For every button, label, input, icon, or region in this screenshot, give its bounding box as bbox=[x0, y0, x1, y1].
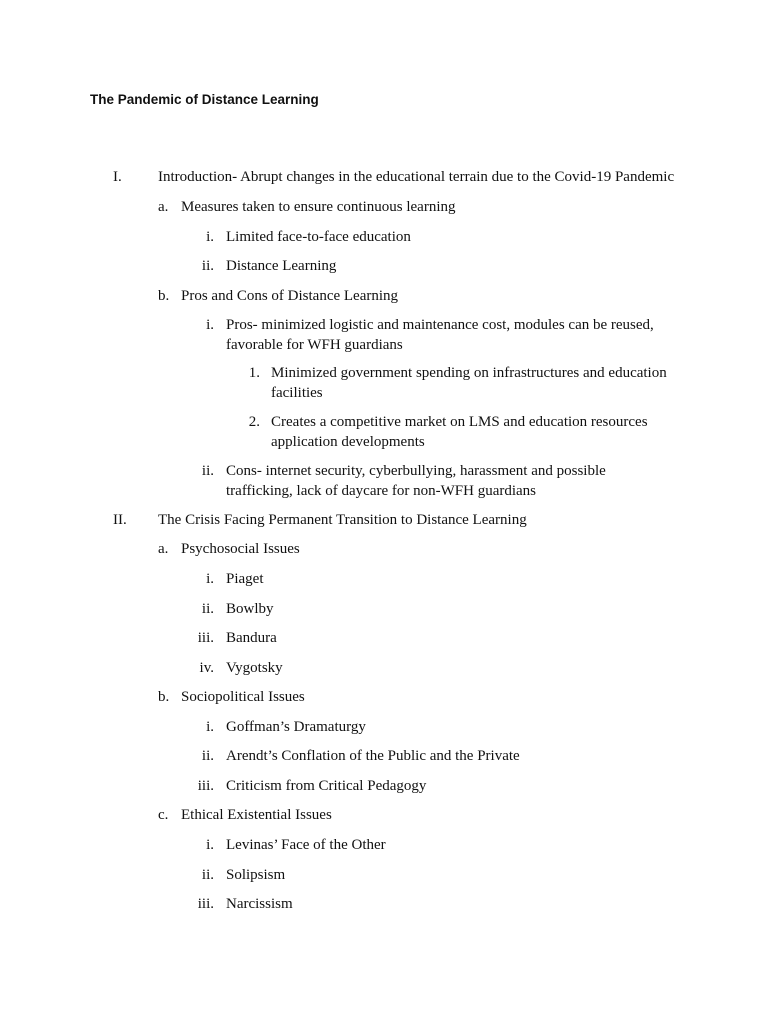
item-numeral: iii. bbox=[197, 896, 214, 912]
item-numeral: i. bbox=[206, 317, 214, 333]
section-heading: Introduction- Abrupt changes in the educational terrain due to the Covid-19 Pandemic bbox=[158, 169, 675, 185]
item-numeral: ii. bbox=[201, 867, 214, 883]
subsection-heading: Psychosocial Issues bbox=[181, 541, 300, 557]
outline-item: Limited face-to-face education bbox=[226, 229, 411, 245]
outline-item: Minimized government spending on infrastructures and education facilities bbox=[271, 365, 667, 401]
subsection-letter: a. bbox=[158, 199, 169, 215]
outline-item: Criticism from Critical Pedagogy bbox=[226, 778, 427, 794]
subsection-letter: a. bbox=[158, 541, 169, 557]
outline-item: Arendt’s Conflation of the Public and the Private bbox=[226, 748, 520, 764]
subsection-letter: b. bbox=[158, 288, 170, 304]
subsection-heading: Pros and Cons of Distance Learning bbox=[181, 288, 399, 304]
subsection-letter: b. bbox=[158, 689, 170, 705]
item-numeral: i. bbox=[206, 837, 214, 853]
subsection-heading: Sociopolitical Issues bbox=[181, 689, 305, 705]
item-numeral: i. bbox=[206, 571, 214, 587]
outline-item: Piaget bbox=[226, 571, 264, 587]
outline-item: Bowlby bbox=[226, 601, 274, 617]
outline-item: Bandura bbox=[226, 630, 277, 646]
item-numeral: ii. bbox=[201, 748, 214, 764]
outline-item: Vygotsky bbox=[226, 660, 283, 676]
item-numeral: ii. bbox=[201, 463, 214, 479]
outline-item: Creates a competitive market on LMS and education resources application developments bbox=[271, 414, 648, 450]
item-numeral: ii. bbox=[201, 601, 214, 617]
outline-item: Distance Learning bbox=[226, 258, 337, 274]
item-numeral: iii. bbox=[197, 778, 214, 794]
list-number: 1. bbox=[248, 365, 260, 381]
item-numeral: iii. bbox=[197, 630, 214, 646]
section-numeral: I. bbox=[113, 169, 122, 185]
subsection-heading: Measures taken to ensure continuous learning bbox=[181, 199, 456, 215]
item-numeral: i. bbox=[206, 229, 214, 245]
outline-item: Levinas’ Face of the Other bbox=[226, 837, 386, 853]
outline-item: Cons- internet security, cyberbullying, harassment and possible trafficking, lack of daycare for non-WFH guardians bbox=[226, 463, 606, 499]
subsection-letter: c. bbox=[158, 807, 169, 823]
item-numeral: ii. bbox=[201, 258, 214, 274]
item-numeral: iv. bbox=[199, 660, 214, 676]
outline-item: Solipsism bbox=[226, 867, 286, 883]
section-heading: The Crisis Facing Permanent Transition to Distance Learning bbox=[158, 512, 527, 528]
list-number: 2. bbox=[248, 414, 260, 430]
item-numeral: i. bbox=[206, 719, 214, 735]
outline-item: Pros- minimized logistic and maintenance cost, modules can be reused, favorable for WFH guardians bbox=[226, 317, 654, 353]
section-numeral: II. bbox=[113, 512, 127, 528]
document-title: The Pandemic of Distance Learning bbox=[90, 92, 319, 107]
outline-item: Goffman’s Dramaturgy bbox=[226, 719, 366, 735]
subsection-heading: Ethical Existential Issues bbox=[181, 807, 332, 823]
outline-item: Narcissism bbox=[226, 896, 293, 912]
